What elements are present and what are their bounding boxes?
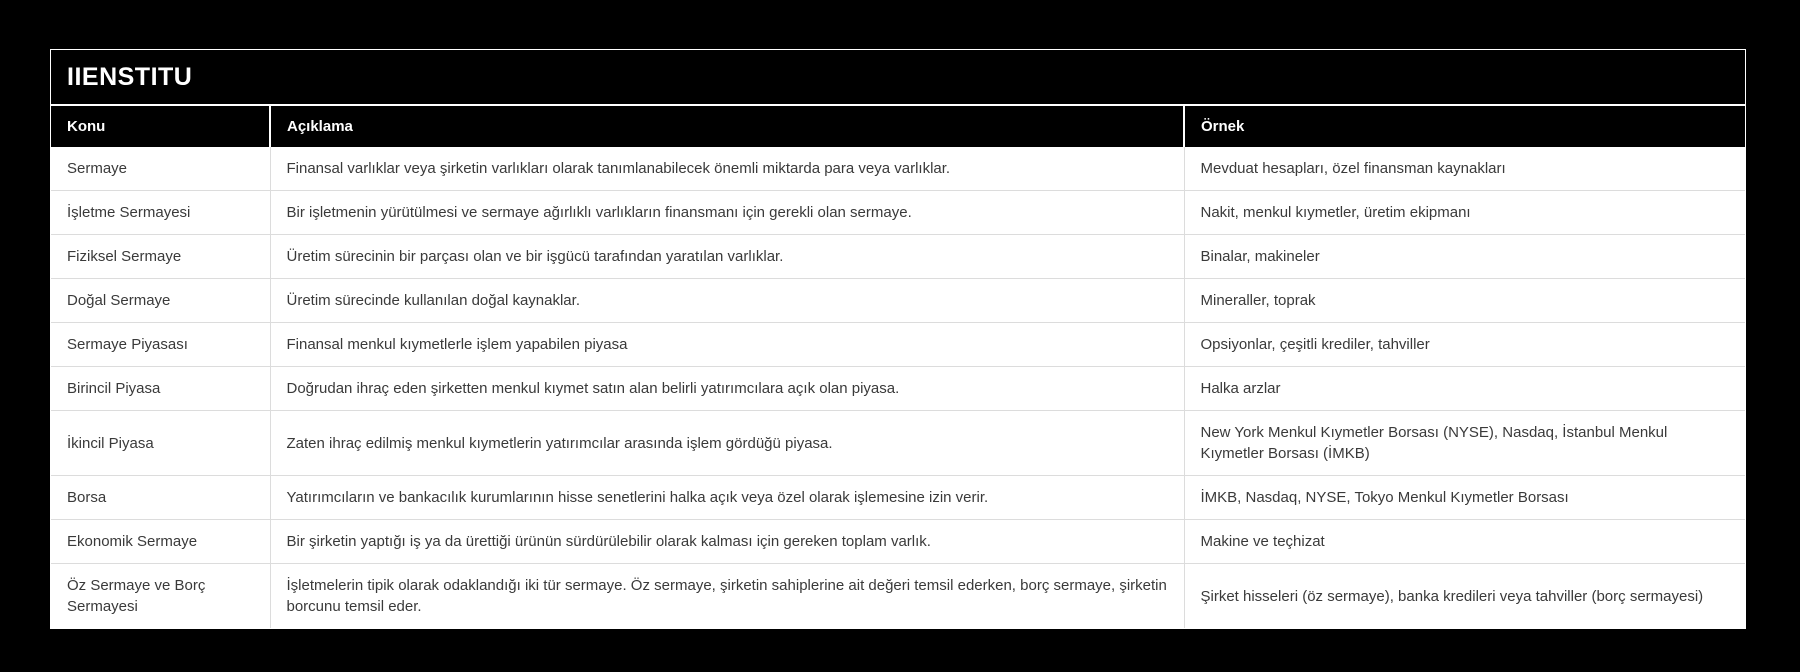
cell-aciklama: Üretim sürecinde kullanılan doğal kaynaklar. (270, 279, 1184, 323)
cell-aciklama: Doğrudan ihraç eden şirketten menkul kıymet satın alan belirli yatırımcılara açık olan piyasa. (270, 367, 1184, 411)
table-row (51, 279, 1745, 323)
cell-ornek: Halka arzlar (1184, 367, 1745, 411)
cell-konu: Fiziksel Sermaye (51, 235, 270, 279)
cell-aciklama: Yatırımcıların ve bankacılık kurumlarının hisse senetlerini halka açık veya özel olarak işlemesine izin verir. (270, 476, 1184, 520)
cell-konu: Borsa (51, 476, 270, 520)
panel-title: IIENSTITU (67, 62, 193, 91)
cell-konu: Sermaye (51, 147, 270, 191)
header-row (51, 106, 1745, 147)
cell-konu: Doğal Sermaye (51, 279, 270, 323)
cell-konu: Sermaye Piyasası (51, 323, 270, 367)
cell-ornek: Şirket hisseleri (öz sermaye), banka kredileri veya tahviller (borç sermayesi) (1184, 564, 1745, 629)
cell-konu: İşletme Sermayesi (51, 191, 270, 235)
cell-konu: Öz Sermaye ve Borç Sermayesi (51, 564, 270, 629)
table-header (51, 106, 1745, 147)
cell-aciklama: Üretim sürecinin bir parçası olan ve bir işgücü tarafından yaratılan varlıklar. (270, 235, 1184, 279)
table-row (51, 520, 1745, 564)
table-row (51, 476, 1745, 520)
table-row (51, 191, 1745, 235)
column-header-konu: Konu (51, 106, 270, 147)
table-body (51, 147, 1745, 628)
iienstitu-panel (50, 49, 1746, 629)
table-row (51, 235, 1745, 279)
cell-aciklama: Finansal varlıklar veya şirketin varlıkları olarak tanımlanabilecek önemli miktarda para veya varlıklar. (270, 147, 1184, 191)
column-header-ornek: Örnek (1184, 106, 1745, 147)
cell-ornek: Nakit, menkul kıymetler, üretim ekipmanı (1184, 191, 1745, 235)
cell-aciklama: Zaten ihraç edilmiş menkul kıymetlerin yatırımcılar arasında işlem gördüğü piyasa. (270, 411, 1184, 476)
table-row (51, 411, 1745, 476)
cell-konu: Birincil Piyasa (51, 367, 270, 411)
cell-aciklama: Bir işletmenin yürütülmesi ve sermaye ağırlıklı varlıkların finansmanı için gerekli olan sermaye. (270, 191, 1184, 235)
cell-ornek: İMKB, Nasdaq, NYSE, Tokyo Menkul Kıymetler Borsası (1184, 476, 1745, 520)
cell-ornek: New York Menkul Kıymetler Borsası (NYSE), Nasdaq, İstanbul Menkul Kıymetler Borsası (İMKB) (1184, 411, 1745, 476)
table-row (51, 323, 1745, 367)
cell-aciklama: İşletmelerin tipik olarak odaklandığı iki tür sermaye. Öz sermaye, şirketin sahiplerine ait değeri temsil ederken, borç sermaye, şirketin borcunu temsil eder. (270, 564, 1184, 629)
cell-aciklama: Bir şirketin yaptığı iş ya da ürettiği ürünün sürdürülebilir olarak kalması için gereken toplam varlık. (270, 520, 1184, 564)
table-row (51, 564, 1745, 629)
cell-ornek: Mevduat hesapları, özel finansman kaynakları (1184, 147, 1745, 191)
cell-ornek: Binalar, makineler (1184, 235, 1745, 279)
cell-ornek: Mineraller, toprak (1184, 279, 1745, 323)
table-row (51, 367, 1745, 411)
table-row (51, 147, 1745, 191)
cell-ornek: Makine ve teçhizat (1184, 520, 1745, 564)
column-header-aciklama: Açıklama (270, 106, 1184, 147)
cell-konu: İkincil Piyasa (51, 411, 270, 476)
cell-aciklama: Finansal menkul kıymetlerle işlem yapabilen piyasa (270, 323, 1184, 367)
cell-ornek: Opsiyonlar, çeşitli krediler, tahviller (1184, 323, 1745, 367)
panel-title-bar (51, 50, 1745, 106)
capital-topics-table (51, 106, 1745, 628)
cell-konu: Ekonomik Sermaye (51, 520, 270, 564)
